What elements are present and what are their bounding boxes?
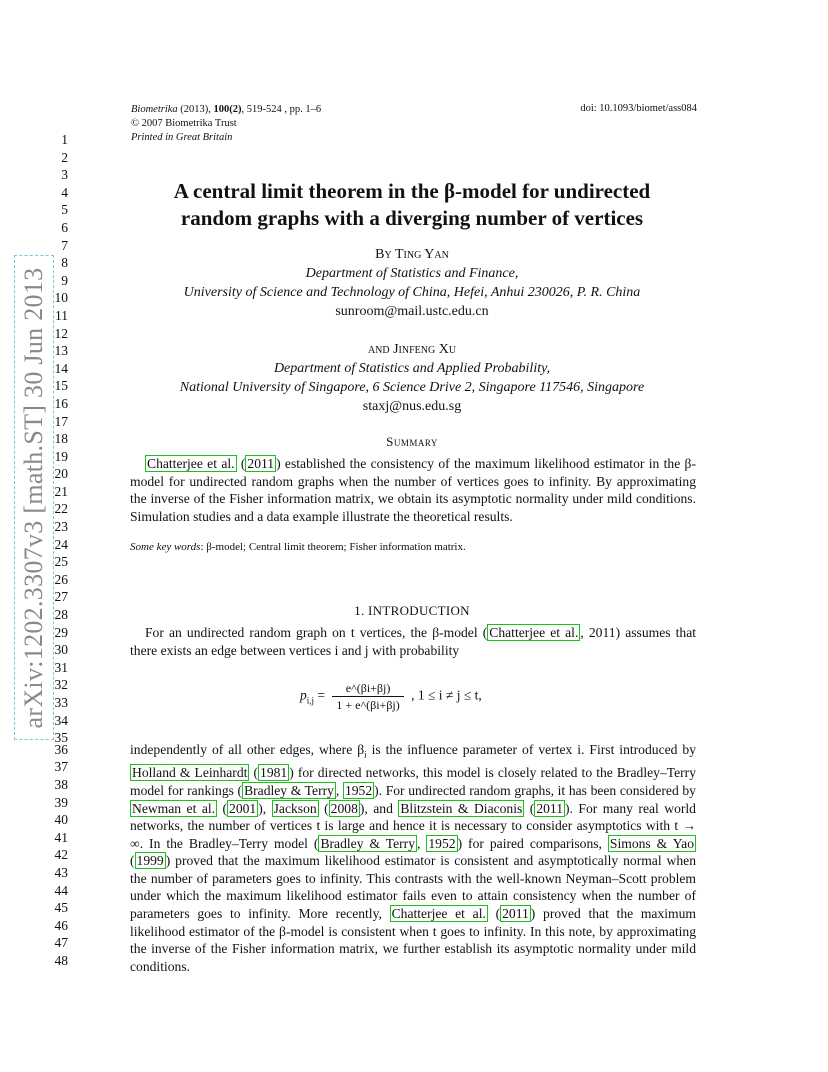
citation-blitzstein[interactable]: Blitzstein & Diaconis <box>400 800 523 816</box>
printed-line: Printed in Great Britain <box>131 132 233 143</box>
line-number: 34 <box>54 712 68 728</box>
intro-p2-e: ). For many real world networks, the number of vertices t is large and hence it is necessary to consider asymptotics with t → ∞. In the Bradley–Terry model ( <box>130 800 696 851</box>
title-line-2: random graphs with a diverging number of vertices <box>180 206 644 230</box>
line-number: 35 <box>54 730 68 746</box>
intro-p2-g: ) proved that the maximum likelihood estimator is consistent and asymptotically normal when the number of parameters goes to infinity. This contrasts with the well-known Neyman–Scott problem under which the maximum likelihood estimator fails even to attain consistency when the number of parameters goes to infinity. More recently, <box>130 853 696 922</box>
line-number: 10 <box>54 290 68 306</box>
intro-p2-b: is the influence parameter of vertex i. First introduced by <box>366 742 696 757</box>
line-number: 31 <box>54 659 68 675</box>
eq-fraction <box>332 680 403 713</box>
intro-p2-a: independently of all other edges, where β <box>130 742 365 757</box>
line-number: 29 <box>54 624 68 640</box>
eq-lhs: p <box>300 687 307 703</box>
intro-heading: 1. INTRODUCTION <box>354 603 470 618</box>
author-1-name: Ting Yan <box>394 247 449 262</box>
doi-link[interactable]: doi: 10.1093/biomet/ass084 <box>580 103 697 114</box>
line-number: 39 <box>54 794 68 810</box>
line-number: 6 <box>61 219 68 235</box>
journal-pages: , 519-524 , pp. 1–6 <box>241 104 322 115</box>
citation-chatterjee[interactable]: Chatterjee et al. <box>489 625 579 640</box>
line-number: 14 <box>54 360 68 376</box>
eq-lhs-sub: i,j <box>306 695 315 706</box>
line-number: 32 <box>54 677 68 693</box>
citation-jackson[interactable]: Jackson <box>273 800 317 816</box>
summary-heading: Summary <box>386 434 438 449</box>
summary-paragraph: Chatterjee et al. ( 2011 ) established the consistency of the maximum likelihood estimator in the β-model for undirected random graphs when the number of vertices goes to infinity. By approximating the inverse of the Fisher information matrix, we obtain its asymptotic normality under mild conditions. Simulation studies and a data example illustrate the theoretical results. <box>130 456 696 524</box>
author-1-prefix: By <box>375 247 392 262</box>
line-number: 41 <box>54 829 68 845</box>
citation-holland-year[interactable]: 1981 <box>260 765 288 781</box>
intro-p2-h: ) proved that the maximum likelihood estimator of the β-model is consistent when t goes to infinity. In this note, by approximating the inverse of the Fisher information matrix, we further establish its asymptotic normality under mild conditions. <box>130 906 696 974</box>
line-number: 21 <box>54 483 68 499</box>
line-number: 16 <box>54 395 68 411</box>
line-number: 47 <box>54 935 68 951</box>
citation-bradley[interactable]: Bradley & Terry <box>320 835 415 851</box>
author-2-name: Jinfeng Xu <box>393 342 457 357</box>
citation-chatterjee-year[interactable]: 2011 <box>502 906 529 922</box>
line-number: 43 <box>54 864 68 880</box>
line-number: 26 <box>54 571 68 587</box>
keywords <box>130 541 466 553</box>
citation-chatterjee[interactable]: Chatterjee et al. <box>391 906 486 922</box>
line-number: 2 <box>61 149 68 165</box>
journal-volume: 100(2) <box>213 104 242 115</box>
line-number: 27 <box>54 589 68 605</box>
line-number: 19 <box>54 448 68 464</box>
author-2-prefix: and <box>367 342 390 357</box>
eq-denominator: 1 + e^(βi+βj) <box>336 698 400 712</box>
line-number: 36 <box>54 741 68 757</box>
citation-bradley-year[interactable]: 1952 <box>428 835 456 851</box>
author-1-university: University of Science and Technology of China, Hefei, Anhui 230026, P. R. China <box>183 285 641 300</box>
intro-p2-d: ). For undirected random graphs, it has been considered by <box>374 782 696 798</box>
author-2-dept: Department of Statistics and Applied Probability, <box>273 361 551 376</box>
citation-simons-year[interactable]: 1999 <box>136 853 164 869</box>
citation-bradley-year[interactable]: 1952 <box>344 782 373 798</box>
author-2-university: National University of Singapore, 6 Science Drive 2, Singapore 117546, Singapore <box>179 380 645 395</box>
citation-chatterjee[interactable]: Chatterjee et al. <box>147 456 235 471</box>
line-number: 25 <box>54 554 68 570</box>
line-number: 22 <box>54 501 68 517</box>
author-2-name-line <box>100 340 724 359</box>
intro-p1-text-a: For an undirected random graph on t vertices, the β-model ( <box>145 625 488 640</box>
line-number: 38 <box>54 776 68 792</box>
line-number: 42 <box>54 847 68 863</box>
line-number: 48 <box>54 952 68 968</box>
line-number: 30 <box>54 642 68 658</box>
author-1-email[interactable]: sunroom@mail.ustc.edu.cn <box>335 304 489 319</box>
paper-title <box>100 178 724 232</box>
journal-name: Biometrika <box>131 104 178 115</box>
intro-paragraph-2: independently of all other edges, where $\beta_i$ is the influence parameter of vertex i. First introduced by Holland & Leinhardt ( 1981 ) for directed networks, this model is closely related to the Bradley–Terry model for rankings ( Bradley & Terry , 1952 ). For undirected random graphs, it has been considered by Newman et al. ( 2001 ), Jackson ( 2008 ), and Blitzstein & Diaconis ( 2011 ). For many real world networks, the number of vertices t is large and hence it is necessary to consider asymptotics with t → ∞. In the Bradley–Terry model ( Bradley & Terry , 1952 ) for paired comparisons, Simons & Yao ( 1999 ) proved that the maximum likelihood estimator is consistent and asymptotically normal when the number of parameters goes to infinity. This contrasts with the well-known Neyman–Scott problem under which the maximum likelihood estimator fails even to attain consistency when the number of parameters goes to infinity. More recently, Chatterjee et al. ( 2011 ) proved that the maximum likelihood estimator of the β-model is consistent when t goes to infinity. In this note, by approximating the inverse of the Fisher information matrix, we further establish its asymptotic normality under mild conditions. <box>130 742 696 974</box>
line-number: 12 <box>54 325 68 341</box>
line-number: 7 <box>61 237 68 253</box>
line-number: 11 <box>55 307 68 323</box>
author-block-2 <box>100 340 724 416</box>
line-number: 8 <box>61 255 68 271</box>
arxiv-stamp-text: arXiv:1202.3307v3 [math.ST] 30 Jun 2013 <box>19 267 48 728</box>
keywords-text: : β-model; Central limit theorem; Fisher information matrix. <box>200 541 466 553</box>
line-number: 9 <box>61 272 68 288</box>
citation-newman-year[interactable]: 2001 <box>229 800 257 816</box>
line-number: 33 <box>54 695 68 710</box>
keywords-label: Some key words <box>130 541 201 553</box>
line-number: 13 <box>54 343 68 359</box>
line-number: 18 <box>54 431 68 447</box>
summary-text: ) established the consistency of the maximum likelihood estimator in the β-model for undirected random graphs when the number of vertices goes to infinity. By approximating the inverse of the Fisher information matrix, we obtain its asymptotic normality under mild conditions. Simulation studies and a data example illustrate the theoretical results. <box>130 456 696 524</box>
intro-paragraph-1 <box>130 624 696 659</box>
line-number: 44 <box>54 882 68 898</box>
author-1-dept: Department of Statistics and Finance, <box>305 266 519 281</box>
line-number: 28 <box>54 607 68 623</box>
equation: $p_{i,j}$ = $\frac{e\^{}(\beta i+\beta j)}{1 + e\^{}(\beta i+\beta j)}$ , 1 ≤ i ≠ j ≤ t, <box>300 681 482 712</box>
intro-p1-text-b: , 2011) assumes that there exists an edge between vertices i and j with probability <box>130 625 697 658</box>
citation-year[interactable]: 2011 <box>247 456 275 471</box>
line-number: 20 <box>54 466 68 482</box>
eq-condition: , 1 ≤ i ≠ j ≤ t, <box>411 687 482 703</box>
citation-holland[interactable]: Holland & Leinhardt <box>132 765 248 781</box>
journal-header <box>131 103 321 145</box>
line-number: 37 <box>54 759 68 775</box>
citation-jackson-year[interactable]: 2008 <box>330 800 358 816</box>
intro-p2-c: ) for directed networks, this model is closely related to the Bradley–Terry model for rankings ( <box>130 765 696 798</box>
citation-newman[interactable]: Newman et al. <box>132 800 216 816</box>
line-number: 40 <box>54 812 68 828</box>
citation-blitzstein-year[interactable]: 2011 <box>536 800 563 816</box>
line-number: 24 <box>54 536 68 552</box>
line-number: 15 <box>54 378 68 394</box>
title-line-1: A central limit theorem in the β-model for undirected <box>173 179 651 203</box>
line-number: 4 <box>61 184 68 200</box>
line-number: 3 <box>61 167 68 183</box>
author-2-email[interactable]: staxj@nus.edu.sg <box>362 399 462 414</box>
line-numbers <box>36 131 68 970</box>
citation-simons[interactable]: Simons & Yao <box>609 835 694 851</box>
author-block-1 <box>100 245 724 321</box>
eq-numerator: e^(βi+βj) <box>332 680 403 697</box>
line-number: 45 <box>54 900 68 916</box>
line-number: 23 <box>54 519 68 535</box>
journal-year: (2013), <box>180 104 211 115</box>
line-number: 46 <box>54 917 68 933</box>
citation-bradley[interactable]: Bradley & Terry <box>244 782 334 798</box>
intro-p2-f: ) for paired comparisons, <box>457 835 608 851</box>
line-number: 17 <box>54 413 68 429</box>
author-1-name-line <box>100 245 724 264</box>
copyright-line: © 2007 Biometrika Trust <box>131 118 237 129</box>
sub-i: i <box>364 749 367 760</box>
line-number: 1 <box>61 132 68 147</box>
line-number: 5 <box>61 202 68 218</box>
